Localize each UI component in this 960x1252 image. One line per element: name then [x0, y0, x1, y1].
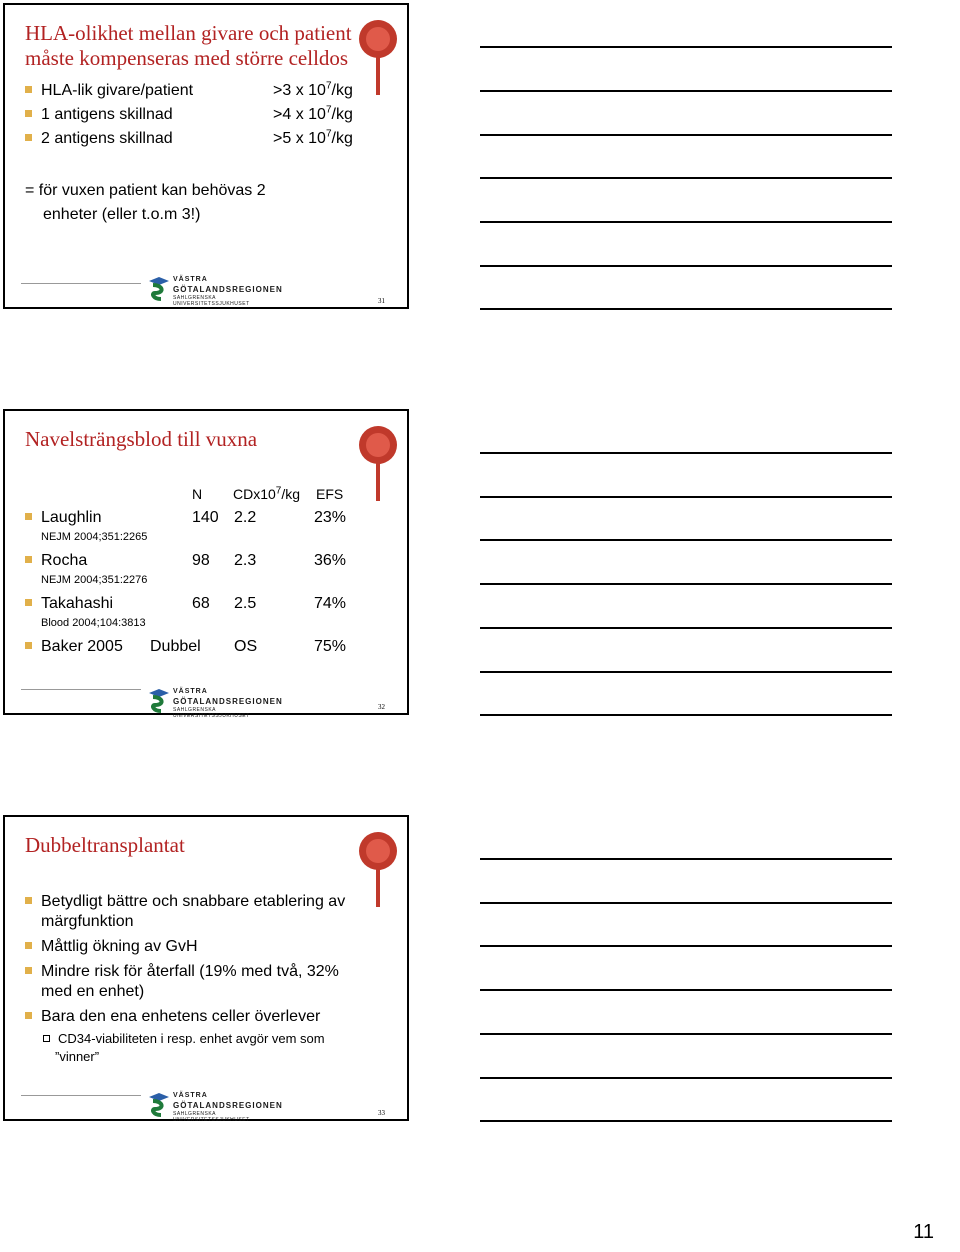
- study-row: Takahashi: [25, 594, 113, 614]
- study-row: Laughlin: [25, 508, 102, 528]
- dose-value: >5 x $10^7/kg$: [273, 128, 353, 147]
- note-line: [480, 46, 892, 48]
- note-line: [480, 945, 892, 947]
- study-endpoint: OS: [234, 638, 258, 655]
- study-cd: 2.3: [234, 552, 257, 569]
- slide-number: 31: [378, 297, 385, 305]
- note-line: [480, 858, 892, 860]
- note-line: [480, 1033, 892, 1035]
- checkbox-bullet-icon: [43, 1035, 50, 1042]
- bullet-icon: [25, 967, 32, 974]
- vgr-logo-icon: [147, 275, 171, 301]
- study-n: 68: [192, 595, 210, 612]
- sub-list-item: CD34-viabiliteten i resp. enhet avgör vem som: [43, 1030, 325, 1047]
- bullet-icon: [25, 642, 32, 649]
- slide-title: Dubbeltransplantat: [25, 833, 185, 857]
- list-item: Bara den ena enhetens celler överlever: [25, 1007, 320, 1027]
- note-text: enheter (eller t.o.m 3!): [43, 206, 201, 223]
- vgr-logo-icon: [147, 1091, 171, 1117]
- list-item: 2 antigens skillnad: [25, 129, 173, 149]
- note-line: [480, 90, 892, 92]
- note-line: [480, 902, 892, 904]
- note-line: [480, 265, 892, 267]
- bullet-icon: [25, 86, 32, 93]
- vgr-logo-icon: [147, 687, 171, 713]
- bullet-icon: [25, 513, 32, 520]
- header-efs: EFS: [316, 486, 344, 502]
- footer-divider: [21, 1095, 141, 1096]
- tree-logo-icon: [357, 829, 399, 909]
- study-cd: 2.5: [234, 595, 257, 612]
- study-reference: NEJM 2004;351:2265: [41, 531, 148, 543]
- footer-divider: [21, 283, 141, 284]
- sub-list-item-continuation: ”vinner”: [55, 1049, 100, 1064]
- list-item: HLA-lik givare/patient: [25, 81, 193, 101]
- bullet-icon: [25, 1012, 32, 1019]
- study-row: Rocha: [25, 551, 87, 571]
- tree-logo-icon: [357, 423, 399, 503]
- study-n: 98: [192, 552, 210, 569]
- study-row: Baker 2005: [25, 637, 123, 657]
- bullet-icon: [25, 556, 32, 563]
- slide-title: Navelsträngsblod till vuxna: [25, 427, 258, 451]
- footer-divider: [21, 689, 141, 690]
- dose-value: >3 x $10^7/kg$: [273, 80, 353, 99]
- note-line: [480, 177, 892, 179]
- note-line: [480, 308, 892, 310]
- study-type: Dubbel: [150, 638, 201, 655]
- slide-title: HLA-olikhet mellan givare och patient måste kompenseras med större celldos: [25, 21, 352, 70]
- note-line: [480, 1077, 892, 1079]
- study-reference: NEJM 2004;351:2276: [41, 574, 148, 586]
- list-item-continuation: med en enhet): [41, 983, 145, 1000]
- vgr-logo: VÄSTRA GÖTALANDSREGIONEN SAHLGRENSKA UNIVERSITETSSJUKHUSET: [147, 687, 287, 717]
- list-item: 1 antigens skillnad: [25, 105, 173, 125]
- slide-32: [3, 409, 409, 719]
- bullet-icon: [25, 599, 32, 606]
- page-number: 11: [913, 1221, 934, 1243]
- vgr-logo: VÄSTRA GÖTALANDSREGIONEN SAHLGRENSKA UNIVERSITETSSJUKHUSET: [147, 1091, 287, 1121]
- note-line: [480, 452, 892, 454]
- header-cd: $CDx10^7/kg$: [233, 485, 301, 502]
- vgr-logo: VÄSTRA GÖTALANDSREGIONEN SAHLGRENSKA UNIVERSITETSSJUKHUSET: [147, 275, 287, 305]
- slide-number: 32: [378, 703, 385, 711]
- study-efs: 23%: [314, 509, 347, 526]
- slide-31: [3, 3, 409, 309]
- bullet-icon: [25, 134, 32, 141]
- study-reference: Blood 2004;104:3813: [41, 617, 146, 629]
- note-line: [480, 1120, 892, 1122]
- dose-value: >4 x $10^7/kg$: [273, 104, 353, 123]
- study-cd: 2.2: [234, 509, 257, 526]
- bullet-icon: [25, 110, 32, 117]
- study-n: 140: [192, 509, 219, 526]
- note-text: = för vuxen patient kan behövas 2: [25, 182, 266, 199]
- note-line: [480, 714, 892, 716]
- note-line: [480, 627, 892, 629]
- list-item-continuation: märgfunktion: [41, 913, 134, 930]
- study-efs: 36%: [314, 552, 347, 569]
- bullet-icon: [25, 897, 32, 904]
- header-n: N: [192, 486, 203, 502]
- note-line: [480, 539, 892, 541]
- note-line: [480, 496, 892, 498]
- study-efs: 74%: [314, 595, 347, 612]
- study-result: 75%: [314, 638, 347, 655]
- slide-number: 33: [378, 1109, 385, 1117]
- list-item: Måttlig ökning av GvH: [25, 937, 198, 957]
- note-line: [480, 134, 892, 136]
- list-item: Betydligt bättre och snabbare etablering av: [25, 892, 345, 912]
- note-line: [480, 583, 892, 585]
- note-line: [480, 989, 892, 991]
- slide-33: [3, 815, 409, 1121]
- tree-logo-icon: [357, 17, 399, 97]
- bullet-icon: [25, 942, 32, 949]
- note-line: [480, 671, 892, 673]
- list-item: Mindre risk för återfall (19% med två, 32%: [25, 962, 339, 982]
- note-line: [480, 221, 892, 223]
